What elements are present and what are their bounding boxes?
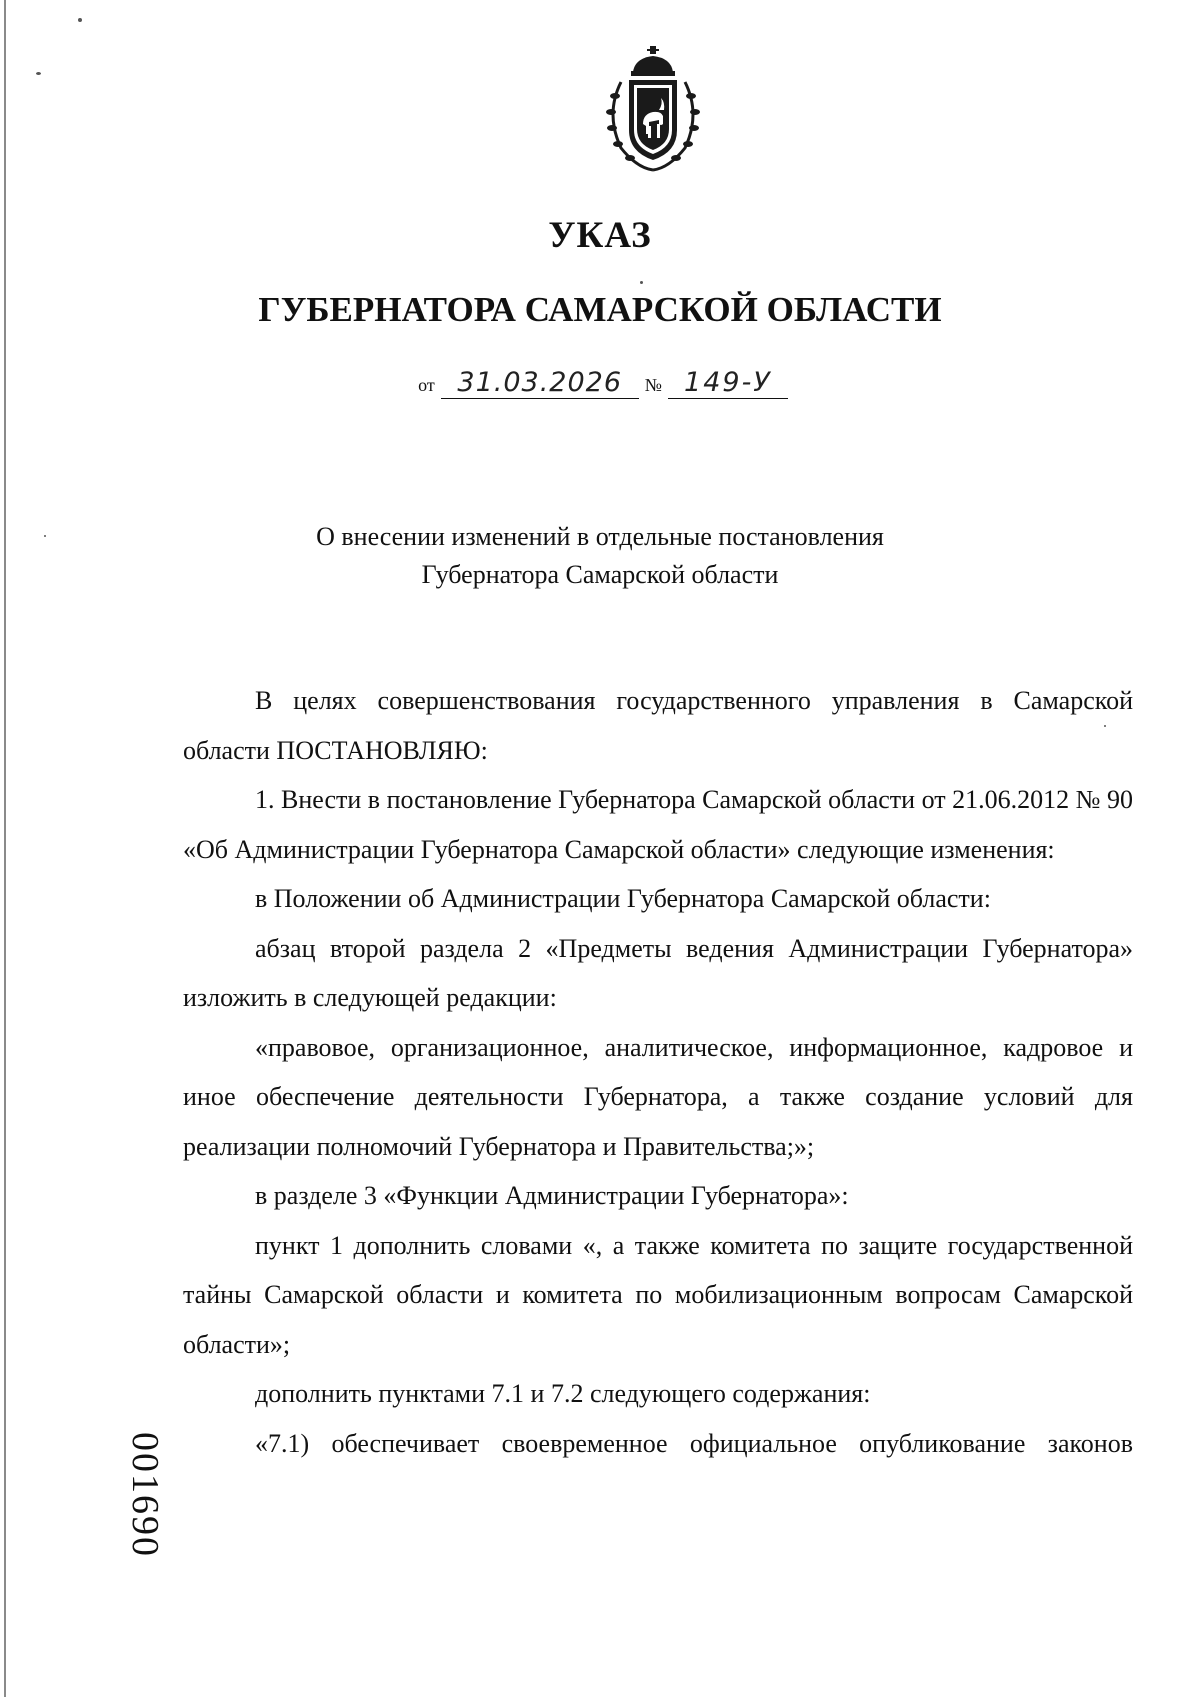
- body-paragraph: в Положении об Администрации Губернатора Самарской области:: [255, 884, 991, 913]
- date-label: от: [418, 375, 435, 395]
- date-number-line: [0, 368, 1200, 399]
- body-paragraph: «правовое, организационное, аналитическое, информационное, кадровое и иное обеспечение деятельности Губернатора, а также создание условий для реализации полномочий Губернатора и Правительства;»;: [183, 1032, 1133, 1161]
- subject-line: О внесении изменений в отдельные постановления: [316, 522, 884, 551]
- page-subtitle: ГУБЕРНАТОРА САМАРСКОЙ ОБЛАСТИ: [258, 290, 942, 329]
- document-subject: [0, 518, 1200, 594]
- body-paragraph: абзац второй раздела 2 «Предметы ведения Администрации Губернатора» изложить в следующей редакции:: [183, 933, 1133, 1012]
- body-paragraph: в разделе 3 «Функции Администрации Губернатора»:: [255, 1181, 849, 1210]
- scan-speck: [640, 281, 643, 284]
- body-paragraph: пункт 1 дополнить словами «, а также комитета по защите государственной тайны Самарской области и комитета по мобилизационным вопросам Самарской области»;: [183, 1230, 1133, 1359]
- body-paragraph: «7.1) обеспечивает своевременное официальное опубликование законов: [255, 1428, 1133, 1458]
- body-paragraph: В целях совершенствования государственного управления в Самарской области ПОСТАНОВЛЯЮ:: [183, 686, 1133, 765]
- page-title: УКАЗ: [548, 215, 652, 256]
- number-label: №: [644, 375, 662, 395]
- coat-of-arms-icon: [597, 44, 709, 176]
- document-serial-number: 001690: [124, 1432, 166, 1558]
- body-paragraph: 1. Внести в постановление Губернатора Самарской области от 21.06.2012 № 90 «Об Администрации Губернатора Самарской области» следующие изменения:: [183, 785, 1133, 864]
- scan-speck: [36, 72, 41, 75]
- scan-speck: [78, 18, 82, 22]
- document-body: [183, 676, 1133, 1468]
- subject-line: Губернатора Самарской области: [421, 560, 779, 589]
- handwritten-number: 149-У: [668, 368, 788, 399]
- body-paragraph: дополнить пунктами 7.1 и 7.2 следующего содержания:: [255, 1379, 871, 1408]
- handwritten-date: 31.03.2026: [441, 368, 639, 399]
